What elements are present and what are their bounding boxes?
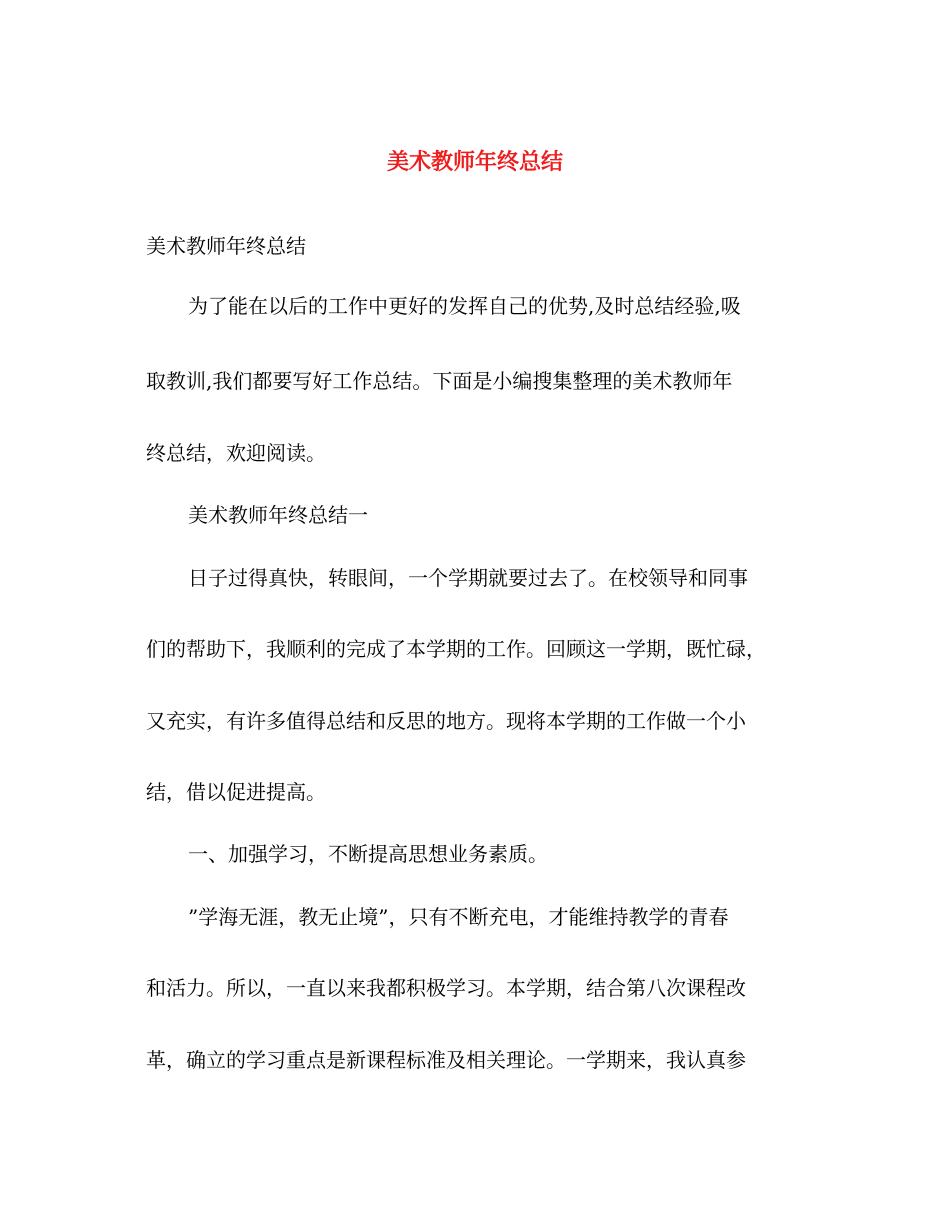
paragraph-line: 为了能在以后的工作中更好的发挥自己的优势,及时总结经验,吸 xyxy=(188,294,741,318)
paragraph-line: 日子过得真快，转眼间，一个学期就要过去了。在校领导和同事 xyxy=(188,566,748,590)
paragraph-line: 们的帮助下，我顺利的完成了本学期的工作。回顾这一学期，既忙碌， xyxy=(146,637,766,661)
paragraph-line: 又充实，有许多值得总结和反思的地方。现将本学期的工作做一个小 xyxy=(146,709,746,733)
paragraph-line: 结，借以促进提高。 xyxy=(146,780,326,804)
section-heading: 一、加强学习，不断提高思想业务素质。 xyxy=(188,842,548,866)
paragraph-line: ”学海无涯，教无止境”，只有不断充电，才能维持教学的青春 xyxy=(188,905,729,929)
paragraph-line: 革，确立的学习重点是新课程标准及相关理论。一学期来，我认真参 xyxy=(146,1048,746,1072)
subtitle-line: 美术教师年终总结 xyxy=(146,234,306,258)
section-heading: 美术教师年终总结一 xyxy=(188,503,368,527)
paragraph-line: 终总结，欢迎阅读。 xyxy=(146,441,326,465)
document-title: 美术教师年终总结 xyxy=(386,149,563,175)
paragraph-line: 和活力。所以，一直以来我都积极学习。本学期，结合第八次课程改 xyxy=(146,976,746,1000)
paragraph-line: 取教训,我们都要写好工作总结。下面是小编搜集整理的美术教师年 xyxy=(146,369,733,393)
